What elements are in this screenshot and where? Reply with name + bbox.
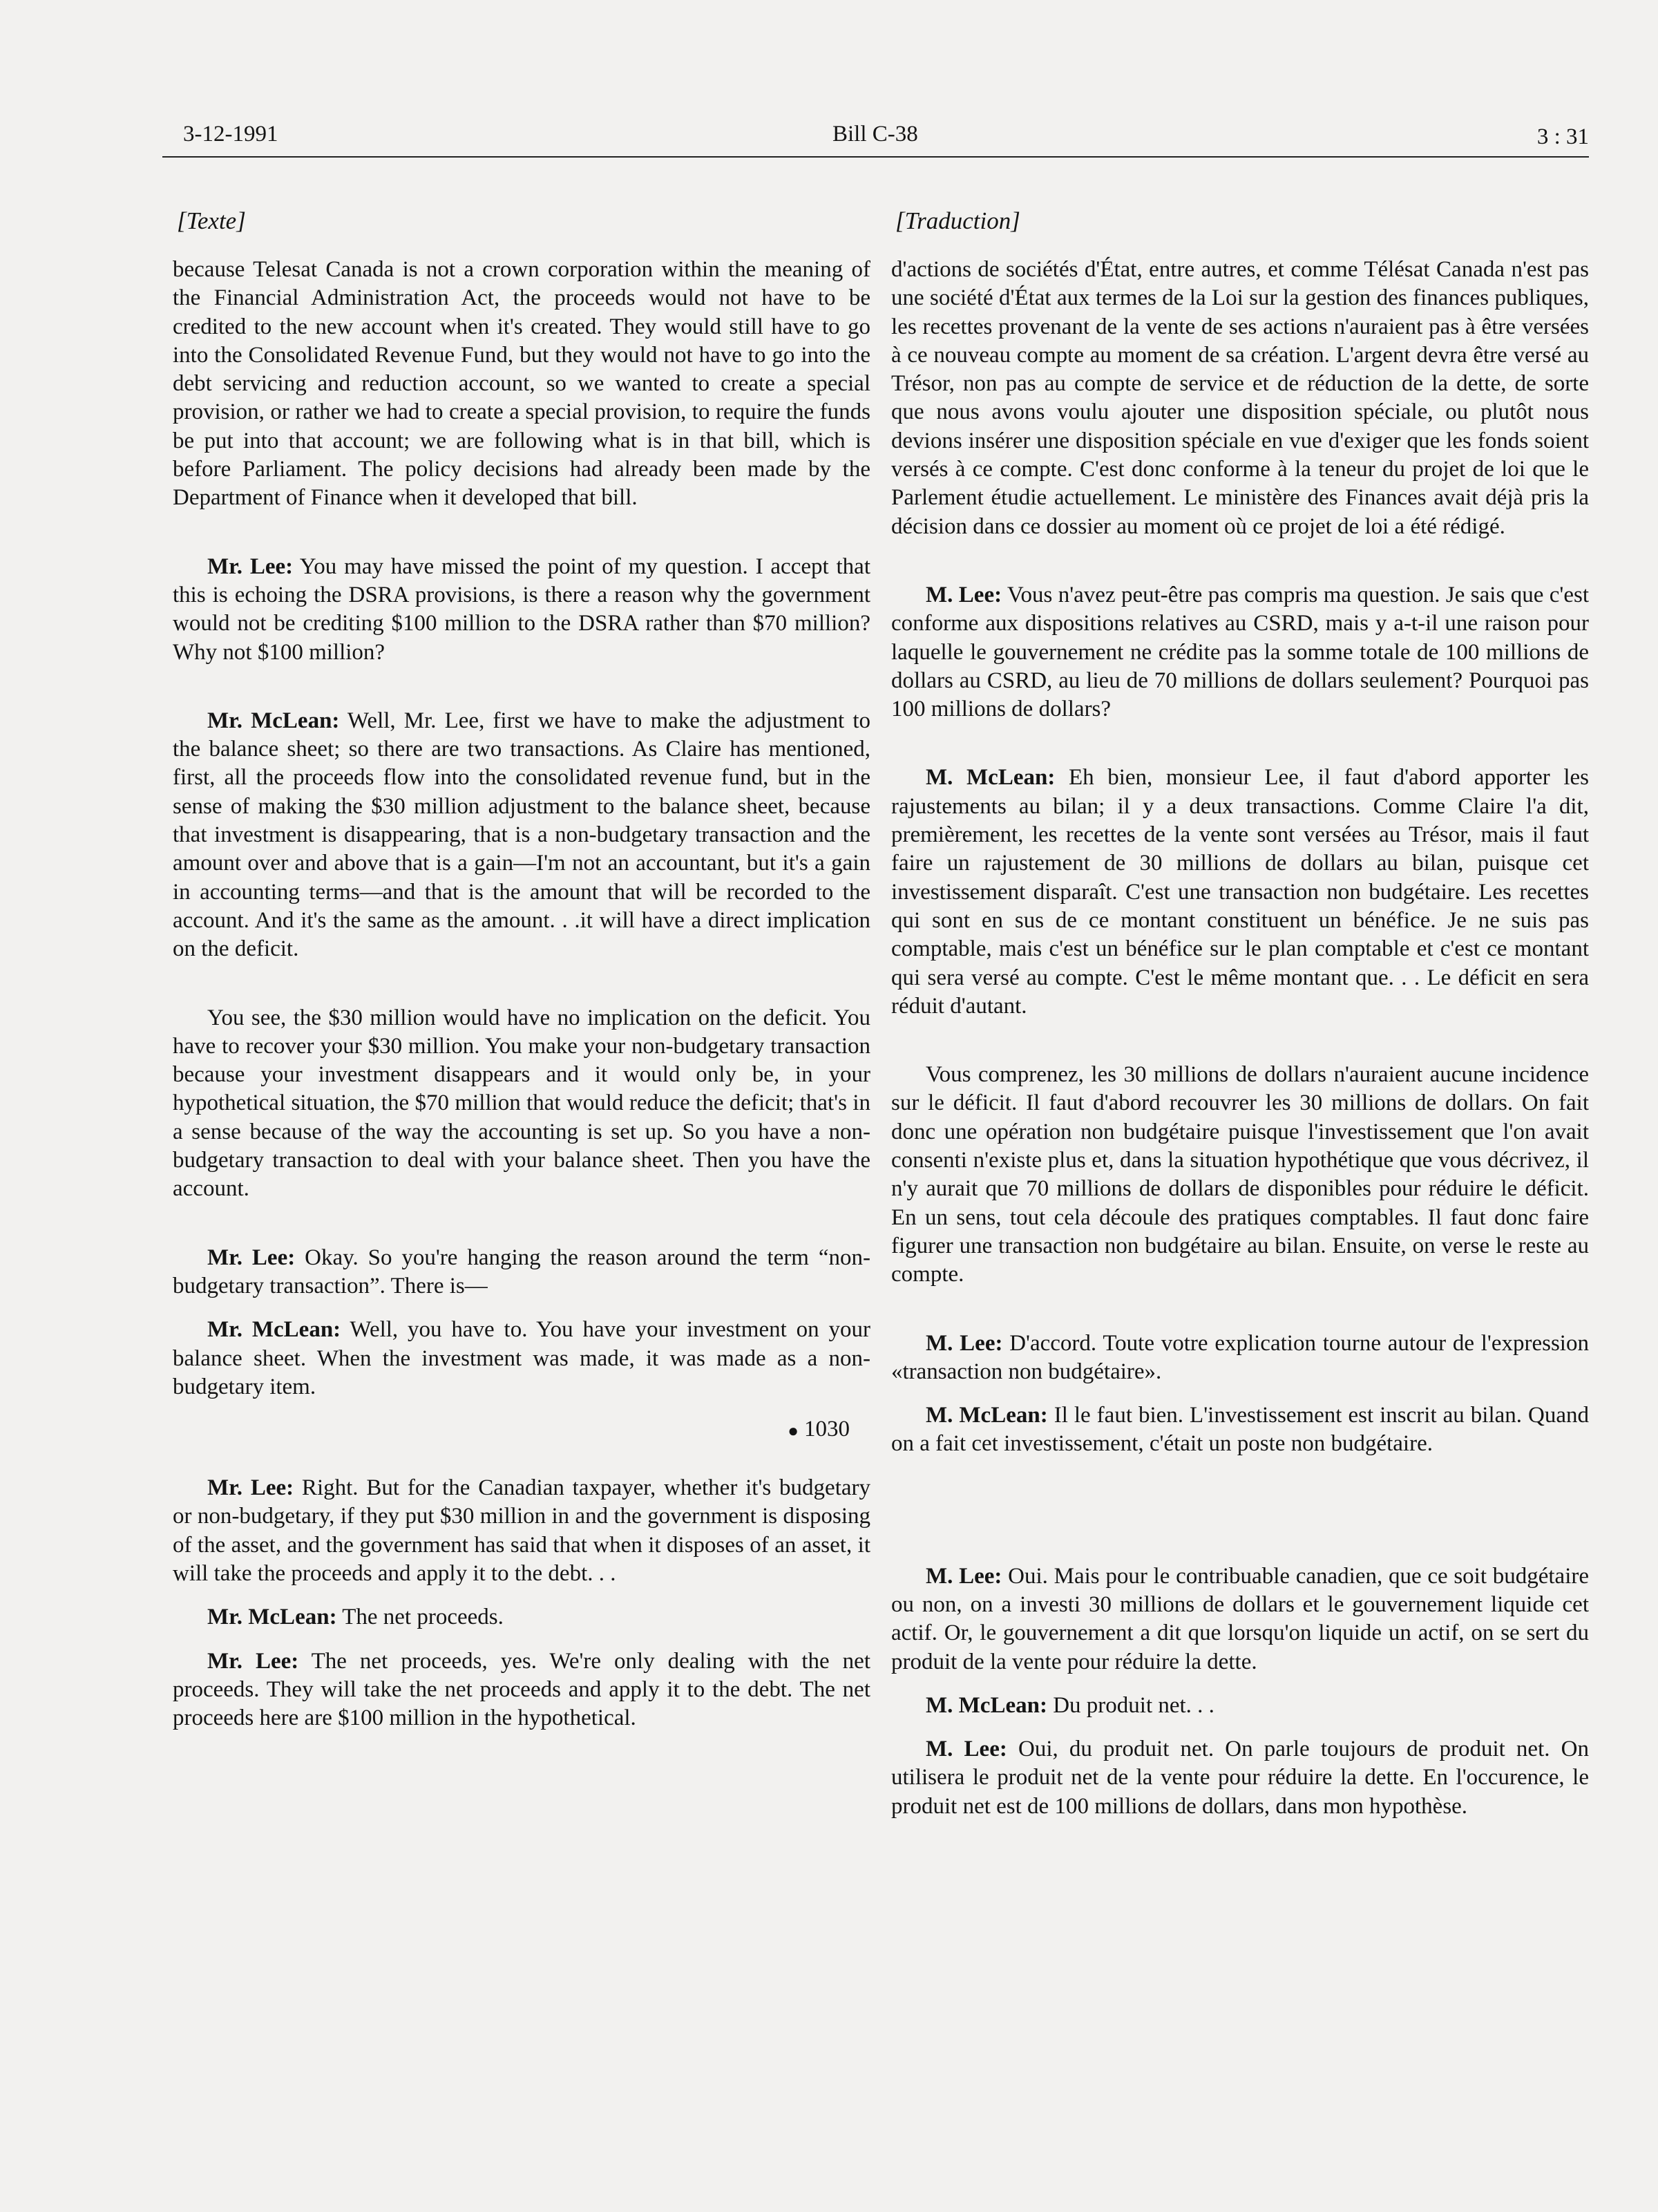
- speaker-name: Mr. Lee:: [207, 1648, 299, 1674]
- header-page-number: 3 : 31: [1536, 124, 1589, 149]
- paragraph: [173, 1316, 870, 1401]
- speaker-name: M. Lee:: [926, 1330, 1003, 1356]
- paragraph-text: because Telesat Canada is not a crown corporation within the meaning of the Financial Administration Act, the proceeds would not have to be credited to the new account when it's created. They would still have to go into the Consolidated Revenue Fund, but they would not have to go into the debt servicing and reduction account, so we wanted to create a special provision, or rather we had to create a special provision, to require the funds be put into that account; we are following what is in that bill, which is before Parliament. The policy decisions had already been made by the Department of Finance when it developed that bill.: [173, 257, 870, 511]
- speaker-name: M. Lee:: [926, 582, 1002, 607]
- paragraph: [891, 581, 1589, 724]
- paragraph-text: d'actions de sociétés d'État, entre autres, et comme Télésat Canada n'est pas une société d'État aux termes de la Loi sur la gestion des finances publiques, les recettes provenant de la vente de ses actions n'auraient pas à être versées à ce nouveau compte au moment de sa création. L'argent devra être versé au Trésor, non pas au compte de service et de réduction de la dette, de sorte que nous avons voulu ajouter une disposition spéciale, ou plutôt nous devions insérer une disposition spéciale en vue d'exiger que les fonds soient versés à ce compte. C'est donc conforme à la teneur du projet de loi que le Parlement étudie actuellement. Le ministère des Finances avait déjà pris la décision dans ce dossier au moment où ce projet de loi a été rédigé.: [891, 257, 1589, 539]
- speaker-name: M. Lee:: [926, 1737, 1007, 1762]
- time-marker: [173, 1417, 850, 1442]
- column-label-traduction: [Traduction]: [895, 207, 1020, 234]
- speaker-name: Mr. McLean:: [207, 708, 340, 733]
- speaker-name: Mr. Lee:: [207, 1245, 296, 1270]
- page-header: [162, 115, 1589, 158]
- paragraph-text: You may have missed the point of my question. I accept that this is echoing the DSRA provisions, is there a reason why the government would not be crediting $100 million to the DSRA rather than $70 million? Why not $100 million?: [173, 554, 870, 665]
- paragraph: [891, 1692, 1589, 1720]
- speaker-name: Mr. McLean:: [207, 1317, 341, 1343]
- paragraph: [891, 1562, 1589, 1676]
- paragraph: [173, 1244, 870, 1301]
- paragraph: [173, 553, 870, 667]
- paragraph-text: Il le faut bien. L'investissement est inscrit au bilan. Quand on a fait cet investissement, c'était un poste non budgétaire.: [891, 1403, 1589, 1457]
- header-bill-title: Bill C-38: [832, 122, 918, 146]
- speaker-name: M. McLean:: [926, 765, 1056, 791]
- paragraph: [173, 707, 870, 964]
- speaker-name: M. Lee:: [926, 1563, 1002, 1589]
- paragraph: [173, 1474, 870, 1588]
- paragraph-text: Right. But for the Canadian taxpayer, whether it's budgetary or non-budgetary, if they put $30 million in and the government is disposing of the asset, and the government has said that when it disposes of an asset, it will take the proceeds and apply it to the debt. . .: [173, 1475, 871, 1586]
- speaker-name: Mr. McLean:: [207, 1605, 337, 1630]
- speaker-name: M. McLean:: [926, 1692, 1047, 1718]
- paragraph: [173, 1647, 870, 1733]
- speaker-name: Mr. Lee:: [207, 554, 294, 579]
- paragraph-text: Well, you have to. You have your investment on your balance sheet. When the investment was made, it was made as a non-budgetary item.: [173, 1317, 870, 1399]
- paragraph: [891, 1401, 1589, 1459]
- paragraph-text: The net proceeds.: [336, 1605, 504, 1630]
- header-date: 3-12-1991: [183, 122, 278, 146]
- paragraph-text: Eh bien, monsieur Lee, il faut d'abord apporter les rajustements au bilan; il y a deux transactions. Comme Claire l'a dit, premièrement, les recettes de la vente sont versées au Trésor, mais il faut faire un rajustement de 30 millions de dollars au bilan, puisque cet investissement disparaît. C'est une transaction non budgétaire. Les recettes qui sont en sus de ce montant constituent un bénéfice. Je ne suis pas comptable, mais c'est un bénéfice sur le plan comptable et c'est ce montant qui sera versé au compte. C'est le même montant que. . . Le déficit en sera réduit d'autant.: [891, 765, 1590, 1019]
- english-column: [173, 207, 870, 1748]
- paragraph-text: Du produit net. . .: [1047, 1692, 1214, 1718]
- paragraph-text: D'accord. Toute votre explication tourne autour de l'expression «transaction non budgétaire».: [891, 1330, 1589, 1384]
- paragraph: [173, 1004, 870, 1204]
- time-marker-text: 1030: [804, 1417, 850, 1442]
- paragraph-text: The net proceeds, yes. We're only dealing with the net proceeds. They will take the net proceeds and apply it to the debt. The net proceeds here are $100 million in the hypothetical.: [173, 1648, 870, 1731]
- column-label-texte: [Texte]: [177, 207, 246, 234]
- paragraph: [891, 1735, 1589, 1821]
- paragraph: [173, 256, 870, 513]
- paragraph-text: You see, the $30 million would have no implication on the deficit. You have to recover your $30 million. You make your non-budgetary transaction because your investment disappears and it would only be, in your hypothetical situation, the $70 million that would reduce the deficit; that's in a sense because of the way the accounting is set up. So you have a non-budgetary transaction to deal with your balance sheet. Then you have the account.: [173, 1005, 870, 1202]
- paragraph: [891, 1330, 1589, 1387]
- french-column: [891, 207, 1589, 1836]
- speaker-name: M. McLean:: [926, 1403, 1048, 1428]
- paragraph: [891, 764, 1589, 1021]
- paragraph-text: Vous comprenez, les 30 millions de dollars n'auraient aucune incidence sur le déficit. Il faut d'abord recouvrer les 30 millions de dollars. On fait donc une opération non budgétaire puisque l'investissement que l'on avait consenti n'existe plus et, dans la situation hypothétique que vous décrivez, il n'y aurait que 70 millions de dollars de disponibles pour réduire le déficit. En un sens, tout cela découle des pratiques comptables. Il faut donc faire figurer une transaction non budgétaire au bilan. Ensuite, on verse le reste au compte.: [891, 1062, 1589, 1287]
- paragraph: [891, 1061, 1589, 1289]
- paragraph-text: Okay. So you're hanging the reason around the term “non-budgetary transaction”. There is—: [173, 1245, 871, 1298]
- paragraph-text: Oui, du produit net. On parle toujours de produit net. On utilisera le produit net de la vente pour réduire la dette. En l'occurence, le produit net est de 100 millions de dollars, dans mon hypothèse.: [891, 1737, 1589, 1819]
- paragraph: [891, 256, 1589, 541]
- speaker-name: Mr. Lee:: [207, 1475, 294, 1501]
- paragraph: [173, 1603, 870, 1632]
- paragraph-text: Vous n'avez peut-être pas compris ma question. Je sais que c'est conforme aux dispositions relatives au CSRD, mais y a-t-il une raison pour laquelle le gouvernement ne crédite pas la somme totale de 100 millions de dollars au CSRD, au lieu de 70 millions de dollars seulement? Pourquoi pas 100 millions de dollars?: [891, 582, 1589, 722]
- paragraph-text: Oui. Mais pour le contribuable canadien, que ce soit budgétaire ou non, on a investi 30 millions de dollars et le gouvernement liquide cet actif. Or, le gouvernement a dit que lorsqu'on liquide un actif, on se sert du produit de la vente pour réduire la dette.: [891, 1563, 1589, 1674]
- paragraph-text: Well, Mr. Lee, first we have to make the adjustment to the balance sheet; so there are two transactions. As Claire has mentioned, first, all the proceeds flow into the consolidated revenue fund, but in the sense of making the $30 million adjustment to the balance sheet, because that investment is disappearing, that is a non-budgetary transaction and the amount over and above that is a gain—I'm not an accountant, but it's a gain in accounting terms—and that is the amount that will be recorded to the account. And it's the same as the amount. . .it will have a direct implication on the deficit.: [173, 708, 870, 962]
- bullet-icon: ●: [788, 1420, 799, 1441]
